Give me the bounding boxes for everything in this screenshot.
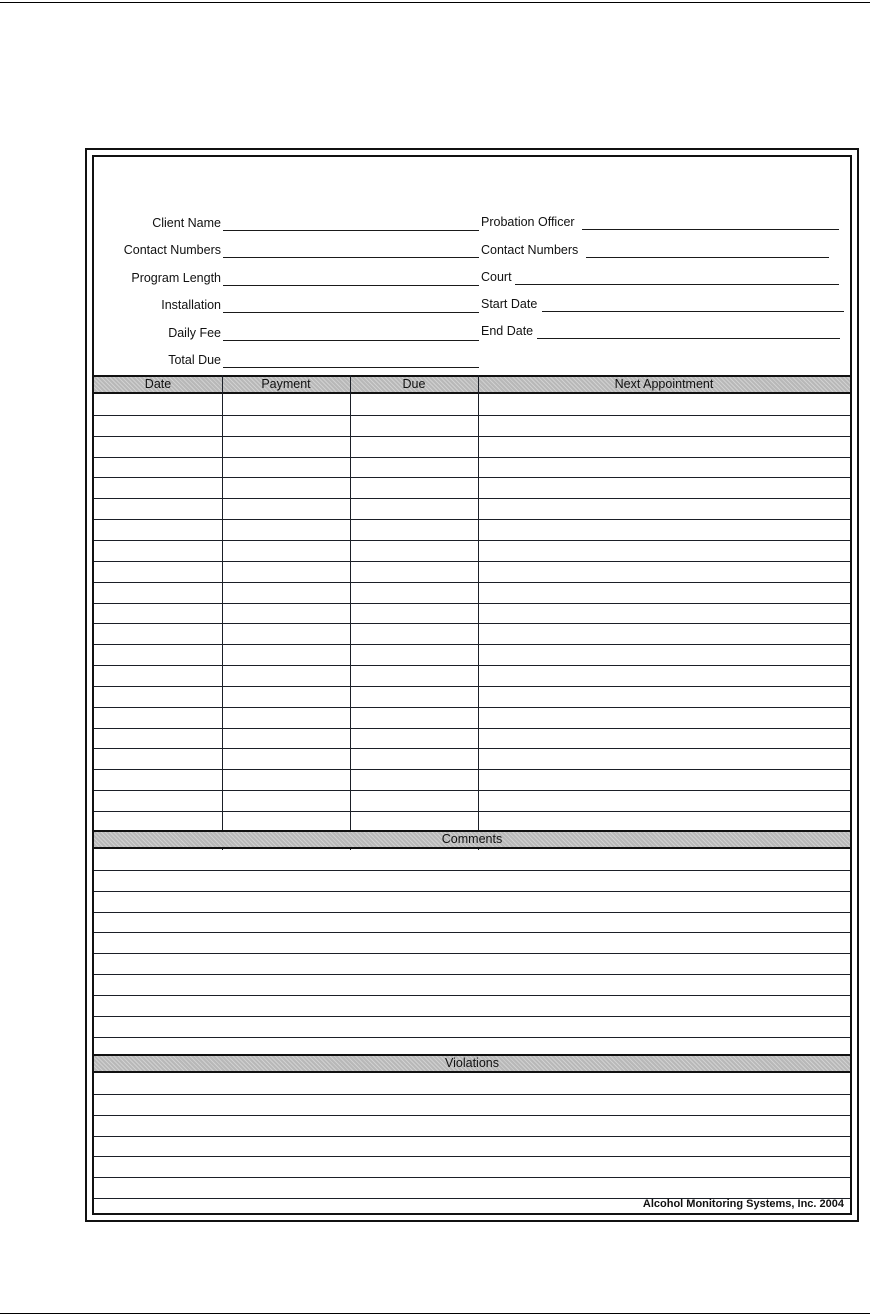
client-name-line xyxy=(223,230,479,231)
table-row-line xyxy=(94,790,850,791)
page-bottom-rule xyxy=(0,1313,870,1314)
program-length-line xyxy=(223,285,479,286)
court-label: Court xyxy=(481,270,512,284)
violations-line xyxy=(94,1136,850,1137)
comments-section xyxy=(94,830,850,1055)
comments-header-bar: Comments xyxy=(94,830,850,849)
probation-officer-line xyxy=(582,229,839,230)
start-date-line xyxy=(542,311,844,312)
next-appointment-column-header: Next Appointment xyxy=(614,377,714,391)
officer-contact-numbers-line xyxy=(586,257,829,258)
end-date-line xyxy=(537,338,840,339)
table-row-line xyxy=(94,477,850,478)
court-field[interactable] xyxy=(481,270,846,286)
table-column-divider xyxy=(222,375,223,850)
payment-table xyxy=(94,375,850,832)
officer-contact-numbers-field[interactable] xyxy=(481,243,846,259)
table-row-line xyxy=(94,519,850,520)
footer-credit: Alcohol Monitoring Systems, Inc. 2004 xyxy=(642,1198,844,1210)
date-column-header: Date xyxy=(144,377,172,391)
table-column-divider xyxy=(350,375,351,850)
comments-line xyxy=(94,1016,850,1017)
probation-officer-field[interactable] xyxy=(481,215,846,231)
table-row-line xyxy=(94,561,850,562)
table-row-line xyxy=(94,728,850,729)
table-row-line xyxy=(94,811,850,812)
table-row-line xyxy=(94,540,850,541)
start-date-field[interactable] xyxy=(481,297,851,313)
table-row-line xyxy=(94,623,850,624)
table-row-line xyxy=(94,707,850,708)
comments-line xyxy=(94,891,850,892)
daily-fee-line xyxy=(223,340,479,341)
comments-line xyxy=(94,932,850,933)
table-row-line xyxy=(94,582,850,583)
program-length-label: Program Length xyxy=(131,271,221,285)
table-column-divider xyxy=(478,375,479,850)
program-length-field[interactable] xyxy=(94,271,479,287)
installation-line xyxy=(223,312,479,313)
comments-line xyxy=(94,912,850,913)
table-row-line xyxy=(94,603,850,604)
payment-column-header: Payment xyxy=(261,377,311,391)
start-date-label: Start Date xyxy=(481,297,538,311)
due-column-header: Due xyxy=(402,377,426,391)
total-due-label: Total Due xyxy=(168,353,221,367)
table-row-line xyxy=(94,436,850,437)
table-row-line xyxy=(94,415,850,416)
client-contact-numbers-field[interactable] xyxy=(94,243,479,259)
client-name-field[interactable] xyxy=(94,216,479,232)
violations-header-bar: Violations xyxy=(94,1054,850,1073)
installation-label: Installation xyxy=(161,298,221,312)
probation-officer-label: Probation Officer xyxy=(481,215,575,229)
table-row-line xyxy=(94,686,850,687)
comments-line xyxy=(94,974,850,975)
officer-contact-numbers-label: Contact Numbers xyxy=(481,243,579,257)
form-inner-frame xyxy=(92,155,852,1215)
end-date-field[interactable] xyxy=(481,324,846,340)
violations-line xyxy=(94,1115,850,1116)
daily-fee-field[interactable] xyxy=(94,326,479,342)
page-top-rule xyxy=(0,2,870,3)
client-contact-numbers-line xyxy=(223,257,479,258)
client-contact-numbers-label: Contact Numbers xyxy=(123,243,221,257)
table-row-line xyxy=(94,748,850,749)
table-row-line xyxy=(94,665,850,666)
violations-section xyxy=(94,1054,850,1215)
table-row-line xyxy=(94,498,850,499)
installation-field[interactable] xyxy=(94,298,479,314)
table-header-bar xyxy=(94,375,850,394)
payment-log-form xyxy=(85,148,859,1222)
total-due-line xyxy=(223,367,479,368)
end-date-label: End Date xyxy=(481,324,534,338)
table-row-line xyxy=(94,769,850,770)
comments-line xyxy=(94,1037,850,1038)
total-due-field[interactable] xyxy=(94,353,479,369)
table-row-line xyxy=(94,644,850,645)
client-name-label: Client Name xyxy=(152,216,221,230)
court-line xyxy=(515,284,839,285)
violations-line xyxy=(94,1094,850,1095)
violations-line xyxy=(94,1156,850,1157)
comments-line xyxy=(94,870,850,871)
violations-line xyxy=(94,1177,850,1178)
comments-line xyxy=(94,953,850,954)
daily-fee-label: Daily Fee xyxy=(168,326,221,340)
comments-line xyxy=(94,995,850,996)
table-row-line xyxy=(94,457,850,458)
